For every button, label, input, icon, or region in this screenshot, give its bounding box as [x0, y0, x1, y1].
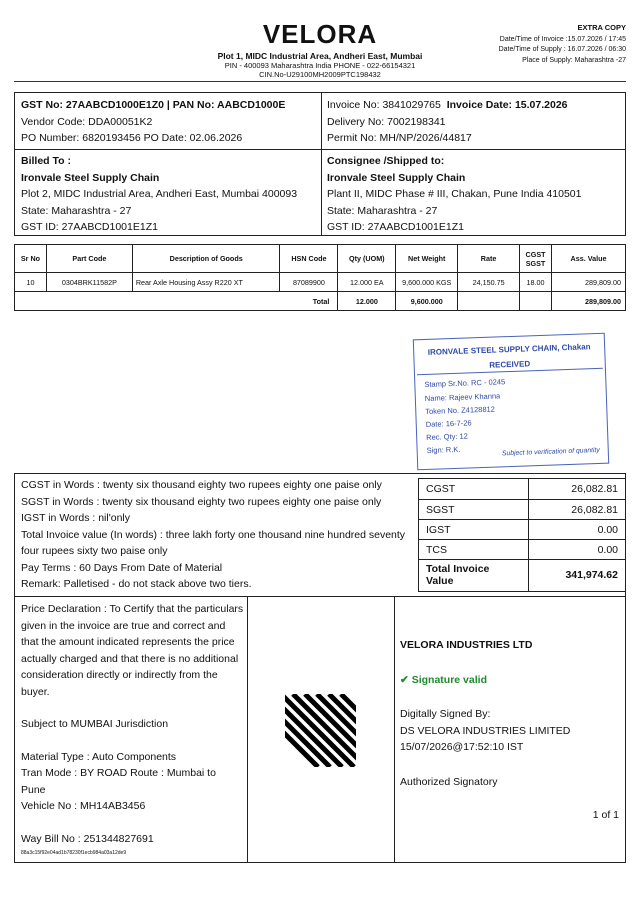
- tax-row-total: [419, 560, 625, 591]
- footer-divider-1: [247, 597, 248, 862]
- total-invoice-label-line2: Value: [426, 575, 454, 587]
- tax-label: TCS: [426, 544, 447, 556]
- po-info: PO Number: 6820193456 PO Date: 02.06.2026: [21, 132, 243, 144]
- company-pin-phone: PIN - 400093 Maharashtra India PHONE - 022-66154321: [224, 61, 416, 70]
- footer-divider-2: [394, 597, 395, 862]
- signature-company: VELORA INDUSTRIES LTD: [400, 639, 533, 651]
- company-brand: VELORA: [262, 19, 378, 49]
- cell-rate: 24,150.75: [458, 273, 520, 292]
- party-vertical-divider: [321, 93, 322, 235]
- billed-to-heading: Billed To :: [21, 155, 71, 167]
- signature-block: [400, 637, 570, 790]
- billed-to-name: Ironvale Steel Supply Chain: [21, 171, 160, 184]
- declaration-block: [21, 601, 245, 847]
- signer-name: DS VELORA INDUSTRIES LIMITED: [400, 724, 571, 737]
- total-rate-blank: [458, 292, 520, 311]
- total-words-line1: Total Invoice value (In words) : three lakh forty one thousand nine hundred seventy: [21, 528, 406, 541]
- total-qty: 12.000: [338, 292, 396, 311]
- party-horizontal-divider: [15, 149, 625, 150]
- signed-by-label: Digitally Signed By:: [400, 708, 491, 720]
- cell-net-weight: 9,600.000 KGS: [396, 273, 458, 292]
- col-header-net-weight: Net Weight: [396, 245, 458, 273]
- col-header-cgst-sgst: CGST SGST: [520, 245, 552, 273]
- total-net-weight: 9,600.000: [396, 292, 458, 311]
- declaration-line: buyer.: [21, 685, 50, 698]
- consignee-state: State: Maharashtra - 27: [327, 204, 438, 217]
- amount-words-block: [21, 477, 405, 593]
- consignee-address: Plant II, MIDC Phase # III, Chakan, Pune India 410501: [327, 188, 582, 200]
- declaration-line: actually charged and that there is no additional: [21, 652, 239, 665]
- items-table: [14, 244, 626, 311]
- vendor-block: [21, 97, 285, 147]
- igst-words: IGST in Words : nil'only: [21, 512, 130, 524]
- total-row: [15, 292, 626, 311]
- permit-number: Permit No: MH/NP/2026/44817: [327, 132, 472, 144]
- tax-value: 26,082.81: [571, 483, 618, 495]
- invoice-datetime: Date/Time of Invoice :15.07.2026 / 17:45: [499, 35, 626, 43]
- authorized-signatory: Authorized Signatory: [400, 775, 498, 788]
- tax-value: 0.00: [597, 524, 618, 536]
- stamp-note: Subject to verification of quantity: [501, 446, 600, 458]
- cell-part-code: 0304BRK11582P: [46, 273, 132, 292]
- tax-row-sgst: [419, 500, 625, 520]
- header-divider: [14, 81, 626, 82]
- consignee-block: [327, 153, 582, 236]
- delivery-number: Delivery No: 7002198341: [327, 115, 446, 128]
- invoice-date: Invoice Date: 15.07.2026: [446, 99, 568, 111]
- tax-value: 26,082.81: [571, 504, 618, 516]
- stamp-sign: Sign: R.K.: [426, 444, 461, 455]
- tran-mode-line2: Pune: [21, 783, 46, 796]
- consignee-gst: GST ID: 27AABCD1001E1Z1: [327, 221, 464, 233]
- total-cgst-blank: [520, 292, 552, 311]
- stamp-sr-no: Stamp Sr.No. RC - 0245: [424, 377, 506, 390]
- billed-to-gst: GST ID: 27AABCD1001E1Z1: [21, 221, 158, 233]
- col-header-rate: Rate: [458, 245, 520, 273]
- tax-label: IGST: [426, 524, 451, 536]
- supply-datetime: Date/Time of Supply : 16.07.2026 / 06:30: [498, 46, 626, 53]
- tax-row-tcs: [419, 540, 625, 560]
- remark: Remark: Palletised - do not stack above two tiers.: [21, 578, 252, 590]
- document-hash: 88a3c15f92e04ad1b78230f1ecb984a03a12de9: [21, 850, 127, 856]
- page-number: 1 of 1: [592, 809, 619, 821]
- total-invoice-label: [426, 563, 489, 587]
- total-invoice-label-line1: Total Invoice: [426, 563, 490, 575]
- place-of-supply: Place of Supply: Maharashtra -27: [522, 56, 626, 64]
- col-header-qty: Qty (UOM): [338, 245, 396, 273]
- signature-timestamp: 15/07/2026@17:52:10 IST: [400, 741, 524, 753]
- col-header-hsn: HSN Code: [280, 245, 338, 273]
- stamp-company: IRONVALE STEEL SUPPLY CHAIN, Chakan: [427, 342, 591, 357]
- col-header-ass-value: Ass. Value: [552, 245, 626, 273]
- total-label: Total: [15, 292, 338, 311]
- consignee-name: Ironvale Steel Supply Chain: [327, 171, 466, 184]
- consignee-heading: Consignee /Shipped to:: [327, 155, 445, 167]
- jurisdiction: Subject to MUMBAI Jurisdiction: [21, 718, 169, 730]
- tax-row-cgst: [419, 479, 625, 500]
- company-cin: CIN.No-U29100MH2009PTC198432: [259, 70, 381, 79]
- cell-sr-no: 10: [15, 273, 47, 292]
- items-header-row: [15, 245, 626, 273]
- declaration-line: consideration directly or indirectly from the: [21, 669, 218, 681]
- col-header-part-code: Part Code: [46, 245, 132, 273]
- billed-to-address: Plot 2, MIDC Industrial Area, Andheri East, Mumbai 400093: [21, 188, 298, 200]
- invoice-number: Invoice No: 3841029765: [327, 99, 441, 111]
- material-type: Material Type : Auto Components: [21, 750, 177, 763]
- tax-summary: [418, 478, 626, 592]
- declaration-line: given in the invoice are true and correct and: [21, 619, 226, 632]
- pay-terms: Pay Terms : 60 Days From Date of Material: [21, 561, 223, 574]
- table-row: [15, 273, 626, 292]
- cell-cgst-sgst: 18.00: [520, 273, 552, 292]
- stamp-status: RECEIVED: [489, 359, 531, 370]
- party-section: [14, 92, 626, 236]
- vehicle-number: Vehicle No : MH14AB3456: [21, 800, 146, 812]
- cgst-words: CGST in Words : twenty six thousand eighty two rupees eighty one paise only: [21, 479, 382, 491]
- stamp-token: Token No. Z4128812: [425, 404, 496, 416]
- stamp-date: Date: 16-7-26: [425, 418, 472, 429]
- stamp-name: Name: Rajeev Khanna: [424, 391, 501, 404]
- signature-valid: ✔ Signature valid: [400, 673, 487, 686]
- billed-to-block: [21, 153, 297, 236]
- cell-qty: 12.000 EA: [338, 273, 396, 292]
- tax-value: 0.00: [597, 544, 618, 556]
- cell-hsn: 87089900: [280, 273, 338, 292]
- amount-section: [14, 473, 626, 597]
- gst-pan: GST No: 27AABCD1000E1Z0 | PAN No: AABCD1000E: [21, 99, 286, 111]
- vendor-code: Vendor Code: DDA00051K2: [21, 115, 153, 128]
- cell-ass-value: 289,809.00: [552, 273, 626, 292]
- billed-to-state: State: Maharashtra - 27: [21, 204, 132, 217]
- declaration-line: that the amount indicated represents the price: [21, 636, 235, 648]
- total-ass-value: 289,809.00: [552, 292, 626, 311]
- copy-label: EXTRA COPY: [577, 23, 626, 32]
- total-invoice-value: 341,974.62: [565, 569, 618, 581]
- tax-label: CGST: [426, 483, 456, 495]
- tax-row-igst: [419, 520, 625, 540]
- received-stamp: [413, 333, 609, 471]
- total-words-line2: four rupees sixty two paise only: [21, 545, 168, 557]
- stamp-rec-qty: Rec. Qty: 12: [426, 431, 469, 442]
- way-bill-number: Way Bill No : 251344827691: [21, 832, 154, 845]
- tax-label: SGST: [426, 504, 455, 516]
- sgst-words: SGST in Words : twenty six thousand eighty two rupees eighty one paise only: [21, 495, 382, 508]
- invoice-block: [327, 97, 568, 147]
- company-address: Plot 1, MIDC Industrial Area, Andheri East, Mumbai: [217, 51, 423, 61]
- col-header-description: Description of Goods: [132, 245, 280, 273]
- cell-description: Rear Axle Housing Assy R220 XT: [132, 273, 280, 292]
- tran-mode-line1: Tran Mode : BY ROAD Route : Mumbai to: [21, 767, 216, 779]
- qr-code-image: [285, 694, 356, 767]
- col-header-sr-no: Sr No: [15, 245, 47, 273]
- copy-info: [499, 23, 626, 66]
- declaration-line: Price Declaration : To Certify that the particulars: [21, 603, 244, 615]
